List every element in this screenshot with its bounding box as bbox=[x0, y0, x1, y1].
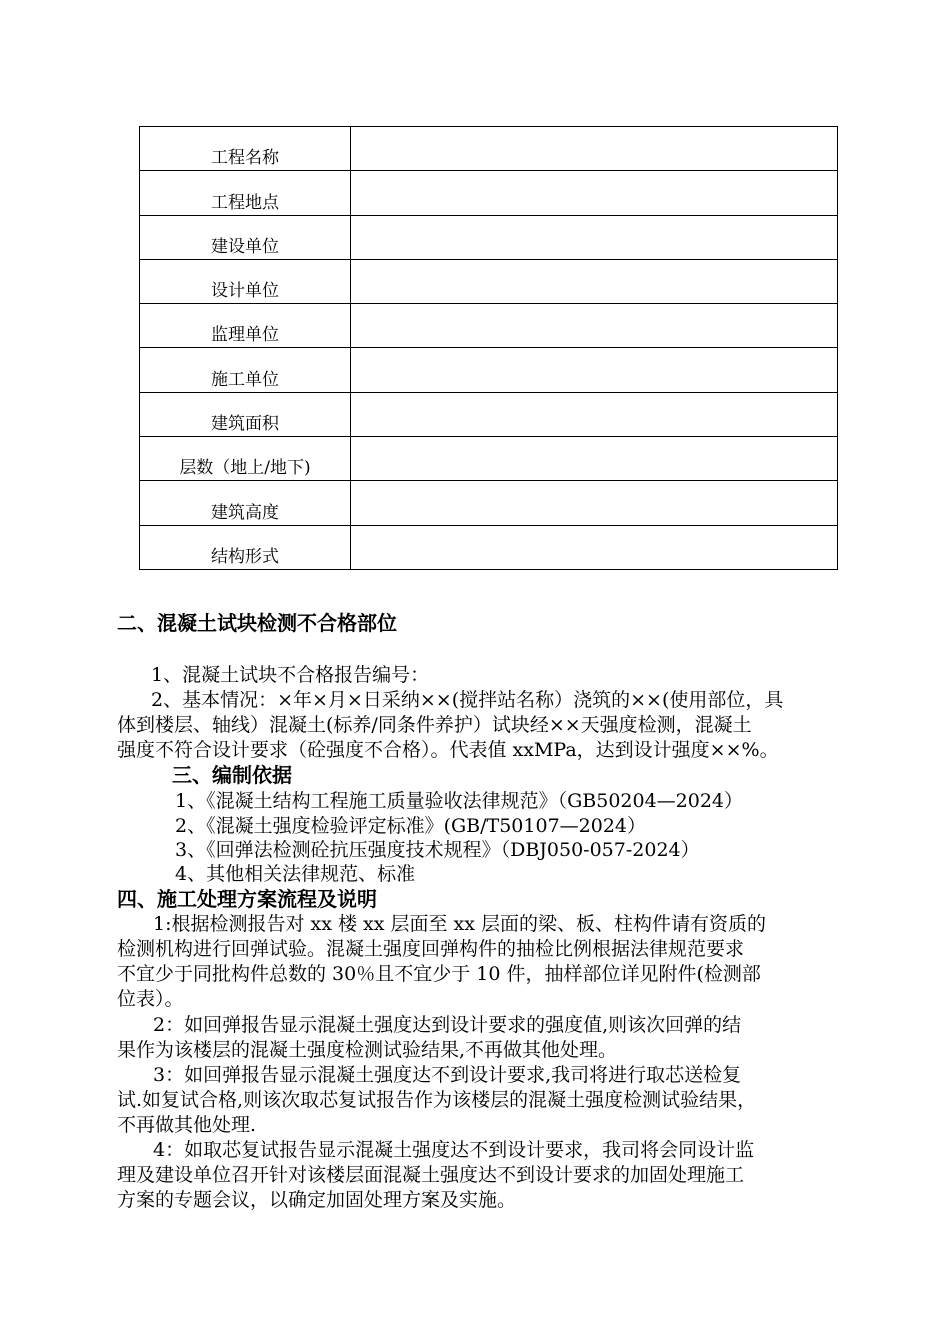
section4-heading: 四、施工处理方案流程及说明 bbox=[117, 887, 377, 911]
row-value bbox=[351, 215, 838, 259]
section3-item-2: 2、《混凝土强度检验评定标准》(GB/T50107—2024） bbox=[175, 815, 647, 837]
table-row bbox=[140, 171, 838, 215]
section4-line: 方案的专题会议，以确定加固处理方案及实施。 bbox=[117, 1189, 517, 1211]
section3-item-3: 3、《回弹法检测砼抗压强度技术规程》（DBJ050-057-2024） bbox=[175, 839, 700, 861]
table-row bbox=[140, 127, 838, 171]
row-label: 工程地点 bbox=[140, 171, 351, 215]
row-value bbox=[351, 304, 838, 348]
section2-item-2-line-3: 强度不符合设计要求（砼强度不合格）。代表值 xxMPa，达到设计强度××%。 bbox=[117, 739, 779, 761]
section2-item-2-line-1: 2、基本情况：×年×月×日采纳××(搅拌站名称）浇筑的××(使用部位，具 bbox=[151, 689, 784, 711]
row-label: 施工单位 bbox=[140, 348, 351, 392]
table-row bbox=[140, 304, 838, 348]
section4-line: 3：如回弹报告显示混凝土强度达不到设计要求,我司将进行取芯送检复 bbox=[153, 1064, 742, 1086]
table-row bbox=[140, 215, 838, 259]
row-label: 工程名称 bbox=[140, 127, 351, 171]
row-value bbox=[351, 171, 838, 215]
section3-item-1: 1、《混凝土结构工程施工质量验收法律规范》（GB50204—2024） bbox=[175, 790, 744, 812]
table-row bbox=[140, 481, 838, 525]
row-value bbox=[351, 348, 838, 392]
section2-item-2-line-2: 体到楼层、轴线）混凝土(标养/同条件养护）试块经××天强度检测，混凝土 bbox=[117, 714, 752, 736]
row-value bbox=[351, 525, 838, 569]
section4-line: 1:根据检测报告对 xx 楼 xx 层面至 xx 层面的梁、板、柱构件请有资质的 bbox=[153, 913, 767, 935]
section4-line: 理及建设单位召开针对该楼层面混凝土强度达不到设计要求的加固处理施工 bbox=[117, 1164, 745, 1186]
section4-line: 2：如回弹报告显示混凝土强度达到设计要求的强度值,则该次回弹的结 bbox=[153, 1014, 742, 1036]
section3-item-4: 4、其他相关法律规范、标准 bbox=[175, 863, 416, 885]
row-value bbox=[351, 127, 838, 171]
row-label: 结构形式 bbox=[140, 525, 351, 569]
table-row bbox=[140, 392, 838, 436]
table-row bbox=[140, 525, 838, 569]
row-label: 建筑面积 bbox=[140, 392, 351, 436]
row-label: 设计单位 bbox=[140, 259, 351, 303]
table-row bbox=[140, 437, 838, 481]
section4-line: 果作为该楼层的混凝土强度检测试验结果,不再做其他处理。 bbox=[117, 1039, 618, 1061]
section4-line: 位表）。 bbox=[117, 988, 184, 1010]
row-label: 层数（地上/地下) bbox=[140, 437, 351, 481]
section4-line: 不宜少于同批构件总数的 30％且不宜少于 10 件，抽样部位详见附件(检测部 bbox=[117, 963, 761, 985]
section3-heading: 三、编制依据 bbox=[172, 763, 292, 787]
row-value bbox=[351, 437, 838, 481]
section4-line: 试.如复试合格,则该次取芯复试报告作为该楼层的混凝土强度检测试验结果， bbox=[117, 1089, 757, 1111]
row-value bbox=[351, 481, 838, 525]
section4-line: 4：如取芯复试报告显示混凝土强度达不到设计要求，我司将会同设计监 bbox=[153, 1139, 755, 1161]
section4-line: 检测机构进行回弹试验。混凝土强度回弹构件的抽检比例根据法律规范要求 bbox=[117, 938, 745, 960]
section4-line: 不再做其他处理. bbox=[117, 1114, 257, 1136]
row-value bbox=[351, 392, 838, 436]
row-label: 监理单位 bbox=[140, 304, 351, 348]
table-row bbox=[140, 259, 838, 303]
row-label: 建筑高度 bbox=[140, 481, 351, 525]
table-row bbox=[140, 348, 838, 392]
section2-heading: 二、混凝土试块检测不合格部位 bbox=[117, 611, 397, 635]
section2-item-1: 1、混凝土试块不合格报告编号： bbox=[151, 664, 430, 686]
row-label: 建设单位 bbox=[140, 215, 351, 259]
row-value bbox=[351, 259, 838, 303]
project-info-table bbox=[139, 126, 838, 570]
